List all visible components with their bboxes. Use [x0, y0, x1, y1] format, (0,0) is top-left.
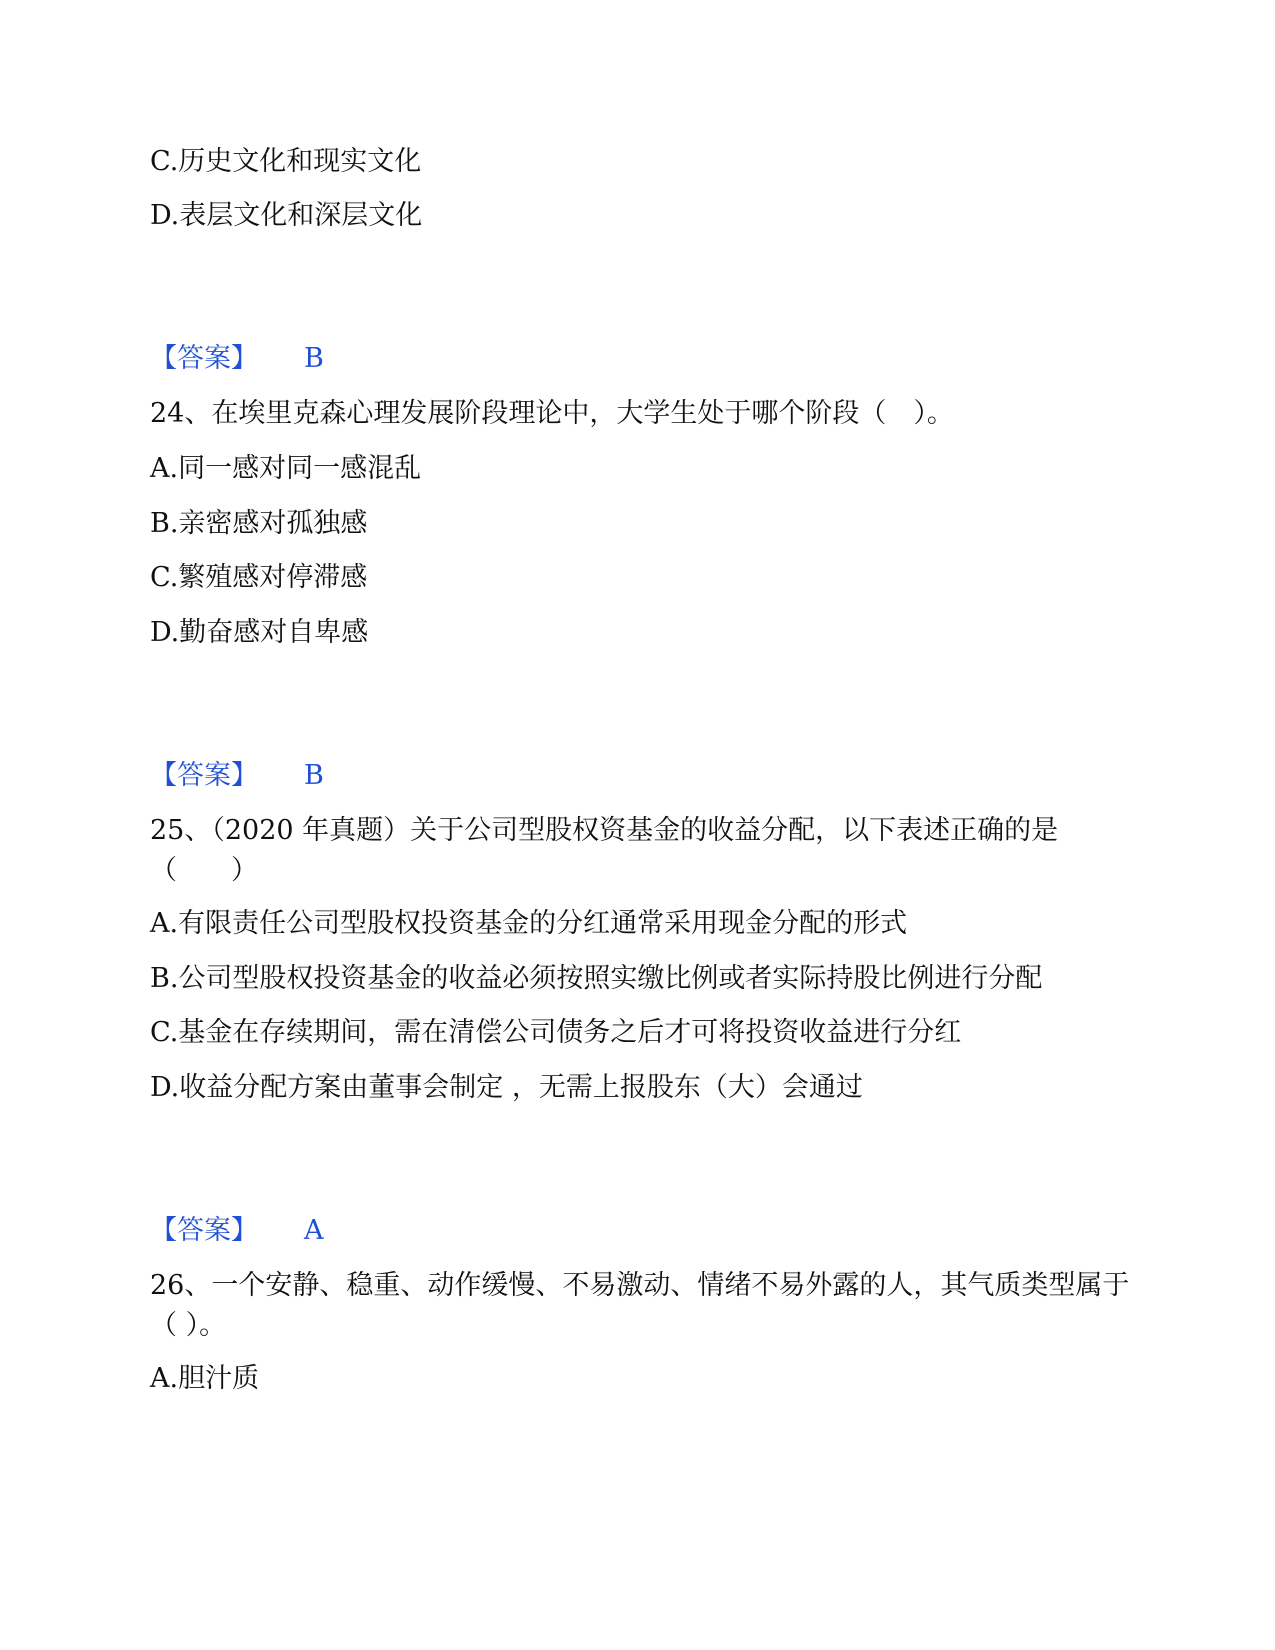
option-b: B.亲密感对孤独感: [150, 508, 368, 539]
answer-value: B: [304, 760, 324, 791]
option-b: B.公司型股权投资基金的收益必须按照实缴比例或者实际持股比例进行分配: [150, 963, 1043, 994]
option-d: D.收益分配方案由董事会制定 ，无需上报股东（大）会通过: [150, 1072, 863, 1103]
answer-value: A: [304, 1215, 324, 1246]
question-text: 26、一个安静、稳重、动作缓慢、不易激动、情绪不易外露的人，其气质类型属于（ ）。: [150, 1270, 1130, 1341]
answer-23: [150, 342, 324, 376]
option-a: A.有限责任公司型股权投资基金的分红通常采用现金分配的形式: [150, 908, 908, 939]
option-a: A.同一感对同一感混乱: [150, 453, 422, 484]
answer-24: [150, 759, 324, 793]
answer-value: B: [304, 343, 324, 374]
answer-label: 【答案】: [150, 1215, 258, 1246]
option-d: D.表层文化和深层文化: [150, 200, 423, 231]
option-a: A.胆汁质: [150, 1363, 260, 1394]
question-text: 24、在埃里克森心理发展阶段理论中，大学生处于哪个阶段（ ）。: [150, 398, 954, 429]
answer-label: 【答案】: [150, 760, 258, 791]
answer-label: 【答案】: [150, 343, 258, 374]
option-c: C.历史文化和现实文化: [150, 146, 422, 177]
answer-25: [150, 1214, 324, 1248]
option-c: C.繁殖感对停滞感: [150, 562, 368, 593]
option-c: C.基金在存续期间，需在清偿公司债务之后才可将投资收益进行分红: [150, 1017, 962, 1048]
question-text: 25、（2020 年真题）关于公司型股权资基金的收益分配，以下表述正确的是（ ）: [150, 815, 1059, 886]
option-d: D.勤奋感对自卑感: [150, 617, 369, 648]
